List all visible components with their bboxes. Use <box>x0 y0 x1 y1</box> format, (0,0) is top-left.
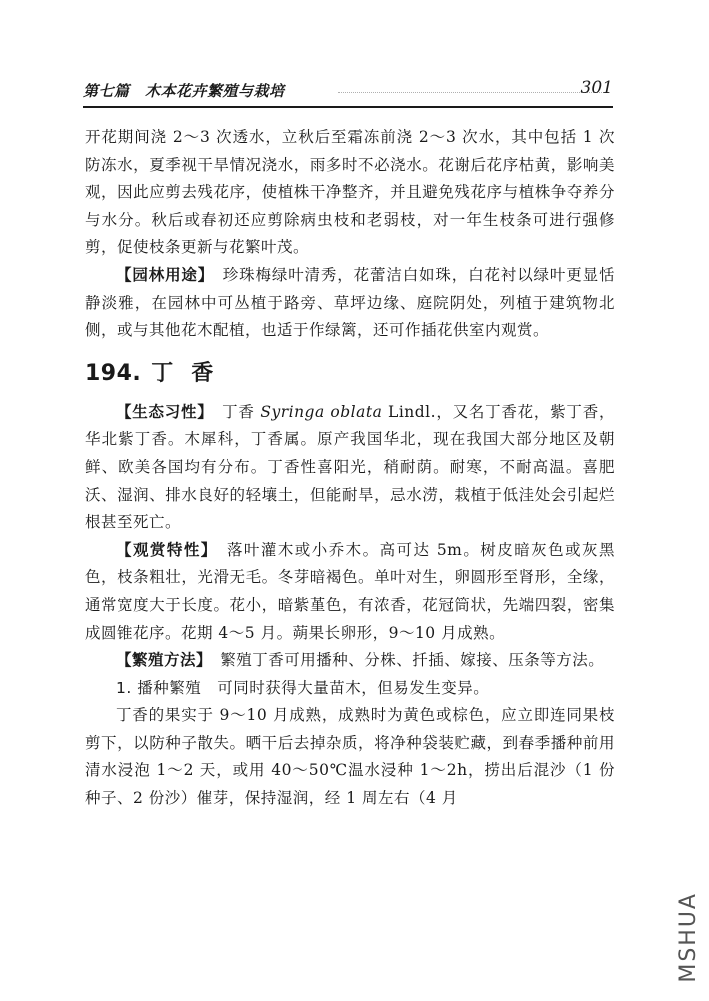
header-dots <box>338 92 608 93</box>
paragraph-watering: 开花期间浇 2～3 次透水，立秋后至霜冻前浇 2～3 次水，其中包括 1 次防冻水，夏季视干旱情况浇水，雨多时不必浇水。花谢后花序枯黄，影响美观，因此应剪去残花序，使植株干净整齐，并且避免残花序与植株争夺养分与水分。秋后或春初还应剪除病虫枝和老弱枝，对一年生枝条可进行强修剪，促使枝条更新与花繁叶茂。 <box>85 128 615 257</box>
seeding-text: 可同时获得大量苗木，但易发生变异。 <box>217 678 490 697</box>
garden-use-tag: 【园林用途】 <box>116 265 207 284</box>
section-heading <box>85 359 615 389</box>
watermark: MSHUA <box>676 892 701 983</box>
header-rule <box>83 106 613 108</box>
page-body <box>85 124 615 813</box>
ornamental-tag: 【观赏特性】 <box>116 540 210 559</box>
propagation-tag: 【繁殖方法】 <box>116 651 205 670</box>
section-name: 丁香 <box>151 360 232 386</box>
seeding-subtitle: 1. 播种繁殖 <box>116 678 202 697</box>
paragraph-garden-use <box>85 262 615 345</box>
paragraph-ecology <box>85 399 615 537</box>
ecology-tag: 【生态习性】 <box>116 402 206 421</box>
paragraph-propagation <box>85 647 615 675</box>
paragraph-ornamental <box>85 537 615 647</box>
ecology-text-before: 丁香 <box>222 402 255 421</box>
page-header <box>83 78 613 106</box>
propagation-text: 繁殖丁香可用播种、分株、扦插、嫁接、压条等方法。 <box>220 651 605 670</box>
latin-name: Syringa oblata <box>260 402 383 421</box>
section-number: 194. <box>85 360 142 386</box>
page-number: 301 <box>580 78 613 98</box>
chapter-title: 第七篇 木本花卉繁殖与栽培 <box>83 82 285 100</box>
paragraph-seeding <box>85 675 615 703</box>
ecology-text-after: Lindl.，又名丁香花，紫丁香，华北紫丁香。木犀科，丁香属。原产我国华北，现在我国大部分地区及朝鲜、欧美各国均有分布。丁香性喜阳光，稍耐荫。耐寒，不耐高温。喜肥沃、湿润、排水良好的轻壤土，但能耐旱，忌水涝，栽植于低洼处会引起烂根甚至死亡。 <box>85 402 615 532</box>
paragraph-seed-processing: 丁香的果实于 9～10 月成熟，成熟时为黄色或棕色，应立即连同果枝剪下，以防种子散失。晒干后去掉杂质，将净种袋装贮藏，到春季播种前用清水浸泡 1～2 天，或用 40～50℃温水浸种 1～2h，捞出后混沙（1 份种子、2 份沙）催芽，保持湿润，经 1 周左右（4 月 <box>85 706 615 808</box>
ornamental-text: 落叶灌木或小乔木。高可达 5m。树皮暗灰色或灰黑色，枝条粗壮，光滑无毛。冬芽暗褐色。单叶对生，卵圆形至肾形，全缘，通常宽度大于长度。花小，暗紫堇色，有浓香，花冠筒状，先端四裂，密集成圆锥花序。花期 4～5 月。蒴果长卵形，9～10 月成熟。 <box>85 540 615 642</box>
garden-use-text: 珍珠梅绿叶清秀，花蕾洁白如珠，白花衬以绿叶更显恬静淡雅，在园林中可丛植于路旁、草坪边缘、庭院阴处，列植于建筑物北侧，或与其他花木配植，也适于作绿篱，还可作插花供室内观赏。 <box>85 265 615 340</box>
